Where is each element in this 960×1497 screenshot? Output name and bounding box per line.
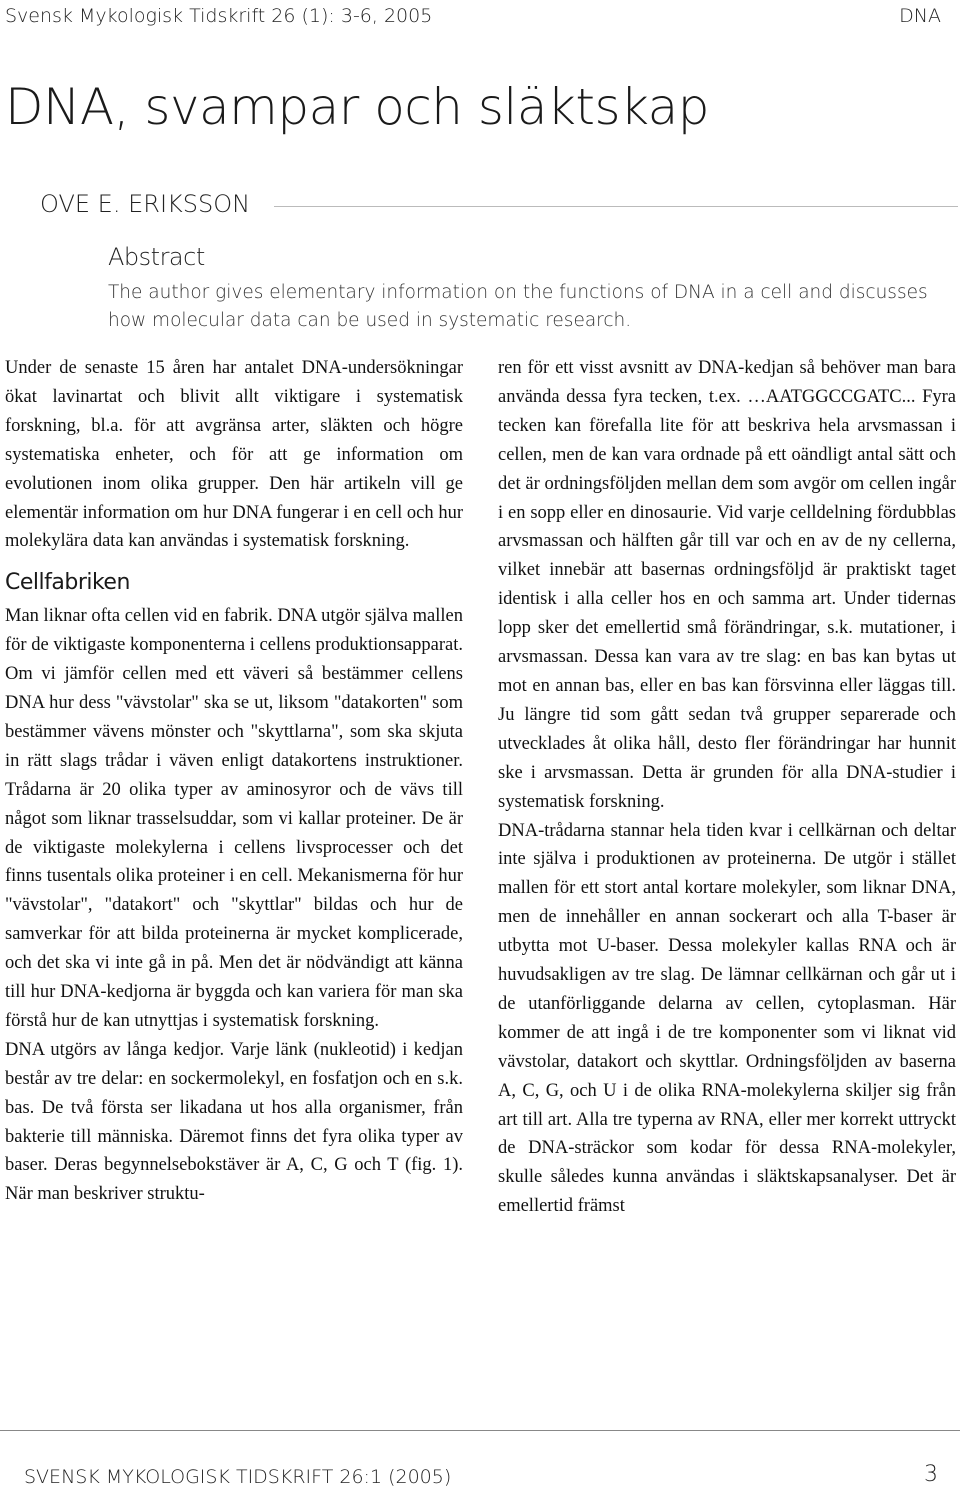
author-divider (274, 206, 958, 207)
running-head (5, 5, 941, 27)
intro-paragraph: Under de senaste 15 åren har antalet DNA-undersökningar ökat lavinartat och blivit allt viktigare i systematisk forskning, bl.a. för att avgränsa arter, släkten och högre systematiska enheter, och för att ge information om evolutionen inom olika grupper. Den här artikeln vill ge elementär information om hur DNA fungerar i en cell och hur molekylära data kan användas i systematisk forskning. (5, 358, 463, 552)
body-paragraph: ren för ett visst avsnitt av DNA-kedjan så behöver man bara använda dessa fyra tecken, t.ex. …AATGGCCGATC... Fyra tecken kan förefalla lite för att beskriva hela arvsmassan i cellen, men de kan vara ordnade på ett oändligt antal sätt och det är ordningsföljden mellan dem som avgör om cellen ingår i en sopp eller en dinosaurie. Vid varje celldelning fördubblas arvsmassan och hälften går till var och en av de ny cellerna, vilket innebär att basernas ordningsföljd är praktiskt taget identisk i alla celler hos en och samma art. Under tidernas lopp sker det emellertid små förändringar, s.k. mutationer, i arvsmassan. Dessa kan vara av tre slag: en bas kan bytas ut mot en annan bas, eller en bas kan försvinna eller läggas till. Ju längre tid som gått sedan två grupper separerade och utvecklades åt olika håll, desto fler förändringar har hunnit ske i arvsmassan. Detta är grunden för alla DNA-studier i systematisk forskning. (498, 358, 956, 812)
running-head-journal: Svensk Mykologisk Tidskrift 26 (1): 3-6, 2005 (5, 5, 433, 27)
body-paragraph: Man liknar ofta cellen vid en fabrik. DNA utgör själva mallen för de viktigaste komponenterna i cellens produktionsapparat. Om vi jämför cellen med ett väveri så bestämmer cellens DNA hur dess "vävstolar" ska se ut, liksom "datakorten" som bestämmer vävens mönster och "skyttlarna", som ska skjuta in rätt slags trådar i väven enligt datakortens instruktioner. Trådarna är 20 olika typer av aminosyror och de vävs till något som liknar trasselsuddar, som vi kallar proteiner. De är de viktigaste molekylerna i cellens livsprocesser och det finns tusentals olika proteiner i en cell. Mekanismerna för hur "vävstolar", "datakort" och "skyttlar" bildas och hur de samverkar för att bilda proteinerna är mycket komplicerade, och det ska vi inte gå in på. Men det är nödvändigt att känna till hur DNA-kedjorna är byggda och kan variera för man ska förstå hur de kan utnyttjas i systematisk forskning. (5, 606, 463, 1031)
footer-journal: SVENSK MYKOLOGISK TIDSKRIFT 26:1 (2005) (24, 1466, 452, 1488)
author-row (40, 190, 958, 218)
body-paragraph: DNA utgörs av långa kedjor. Varje länk (nukleotid) i kedjan består av tre delar: en sockermolekyl, en fosfatjon och en s.k. bas. De två första ser likadana ut hos alla organismer, från bakterie till människa. Däremot finns det fyra olika typer av baser. Deras begynnelsebokstäver är A, C, G och T (fig. 1). När man beskriver struktu- (5, 1039, 463, 1205)
article-title: DNA, svampar och släktskap (5, 78, 710, 136)
section-heading-cellfabriken: Cellfabriken (5, 570, 130, 596)
running-head-topic: DNA (899, 5, 941, 27)
right-column (498, 354, 956, 1221)
left-column (5, 354, 463, 1209)
footer-divider (0, 1430, 960, 1431)
abstract-heading: Abstract (108, 243, 205, 271)
body-paragraph: DNA-trådarna stannar hela tiden kvar i cellkärnan och deltar inte själva i produktionen av proteinerna. De utgör i stället mallen för ett stort antal kortare molekyler, som liknar DNA, men de innehåller en annan sockerart och alla T-baser är utbytta mot U-baser. Dessa molekyler kallas RNA och är huvudsakligen av tre slag. De lämnar cellkärnan och går ut i de utanförliggande delarna av cellen, cytoplasman. Här kommer de att ingå i de tre komponenter som vi liknat vid vävstolar, datakort och skyttlar. Ordningsföljden av baserna A, C, G, och U i de olika RNA-molekylerna skiljer sig från art till art. Alla tre typerna av RNA, eller mer korrekt uttryckt de DNA-sträckor som kodar för dessa RNA-molekyler, skulle således kunna användas i släktskapsanalyser. Det är emellertid främst (498, 820, 956, 1217)
page-number: 3 (924, 1462, 938, 1487)
abstract-text: The author gives elementary information on the functions of DNA in a cell and discusses how molecular data can be used in systematic research. (108, 282, 928, 331)
author-name: OVE E. ERIKSSON (40, 190, 251, 218)
